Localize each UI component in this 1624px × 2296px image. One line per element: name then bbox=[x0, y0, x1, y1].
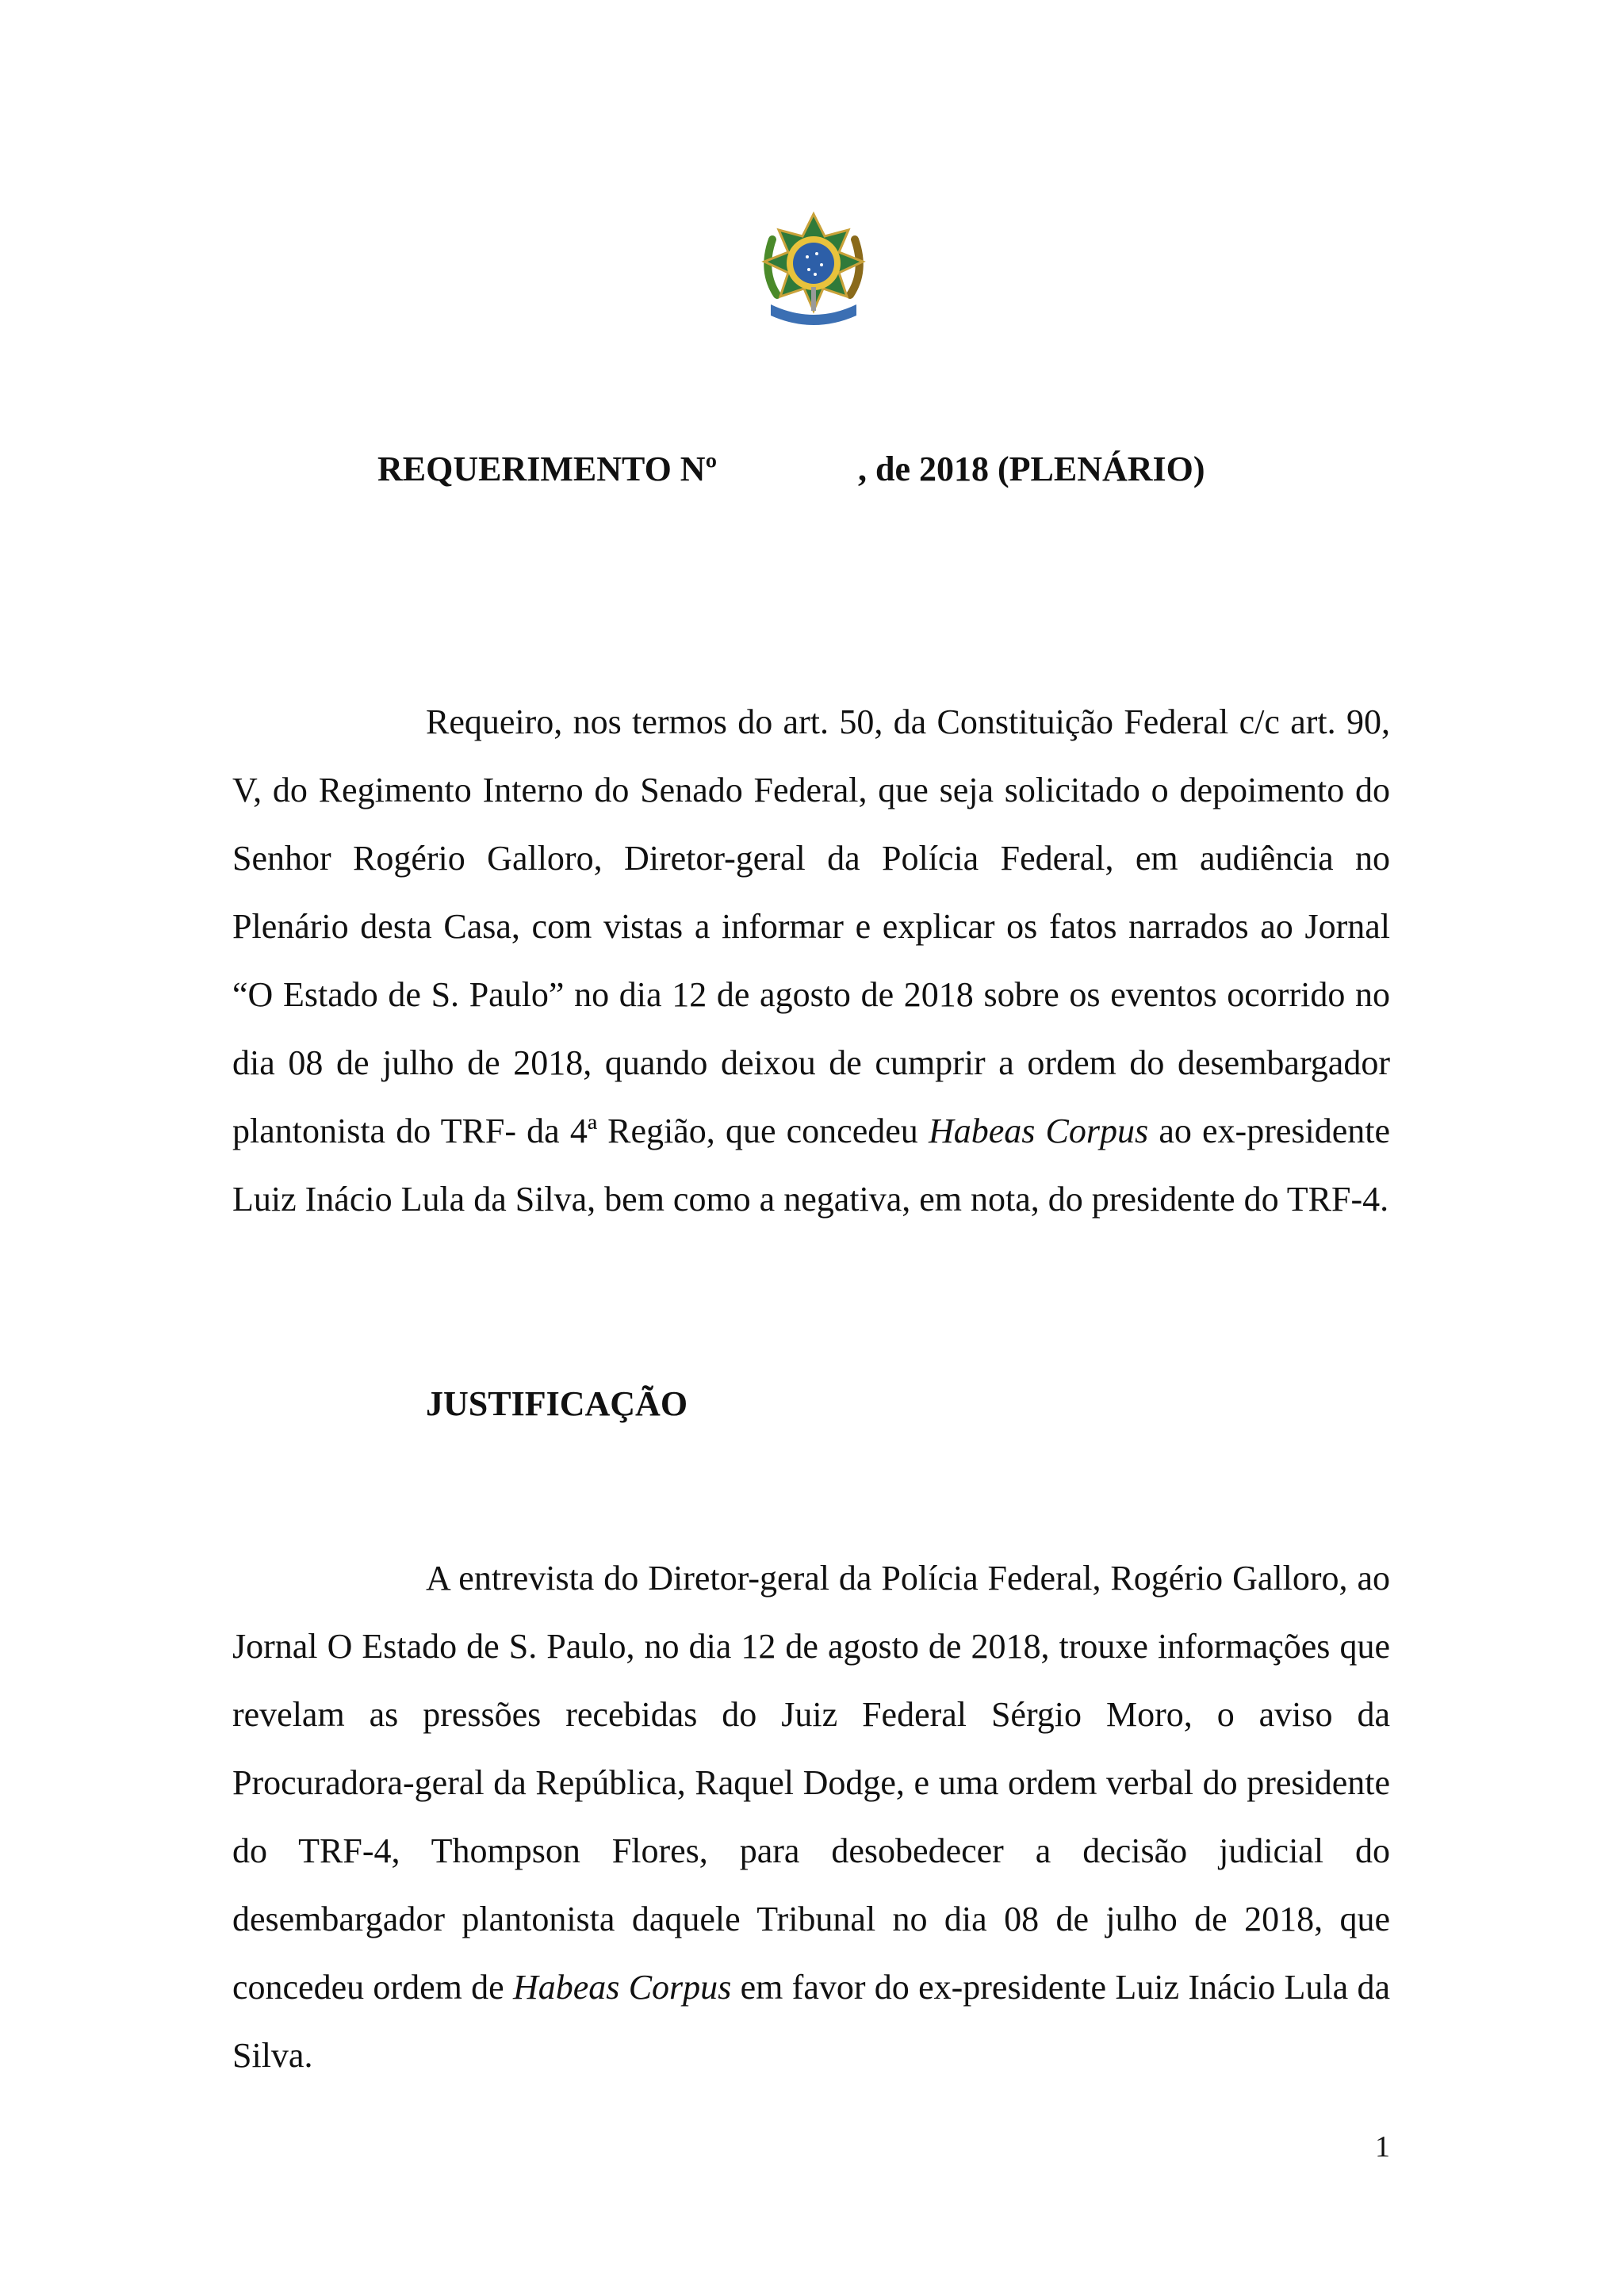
title-requirement-number: REQUERIMENTO Nº bbox=[377, 450, 718, 488]
justification-paragraph: A entrevista do Diretor-geral da Polícia Federal, Rogério Galloro, ao Jornal O Estado de S. Paulo, no dia 12 de agosto de 2018, trouxe informações que revelam as pressões recebidas do Juiz Federal Sérgio Moro, o aviso da Procuradora-geral da República, Raquel Dodge, e uma ordem verbal do presidente do TRF-4, Thompson Flores, para desobedecer a decisão judicial do desembargador plantonista daquele Tribunal no dia 08 de julho de 2018, que concedeu ordem de Habeas Corpus em favor do ex-presidente Luiz Inácio Lula da Silva. bbox=[232, 1559, 1391, 2075]
page-number: 1 bbox=[1375, 2130, 1390, 2164]
justification-heading: JUSTIFICAÇÃO bbox=[426, 1384, 688, 1423]
request-habeas-corpus: Habeas Corpus bbox=[928, 1112, 1149, 1150]
brazil-coat-of-arms-icon bbox=[753, 208, 874, 328]
document-title bbox=[0, 449, 1624, 610]
request-paragraph: Requeiro, nos termos do art. 50, da Constituição Federal c/c art. 90, V, do Regimento Interno do Senado Federal, que seja solicitado o depoimento do Senhor Rogério Galloro, Diretor-geral da Polícia Federal, em audiência no Plenário desta Casa, com vistas a informar e explicar os fatos narrados ao Jornal “O Estado de S. Paulo” no dia 12 de agosto de 2018 sobre os eventos ocorrido no dia 08 de julho de 2018, quando deixou de cumprir a ordem do desembargador plantonista do TRF- da 4ª Região, que concedeu Habeas Corpus ao ex-presidente Luiz Inácio Lula da Silva, bem como a negativa, em nota, do presidente do TRF-4. bbox=[232, 702, 1391, 1219]
title-year-plenary: , de 2018 (PLENÁRIO) bbox=[858, 450, 1205, 488]
justification-habeas-corpus: Habeas Corpus bbox=[512, 1968, 732, 2007]
